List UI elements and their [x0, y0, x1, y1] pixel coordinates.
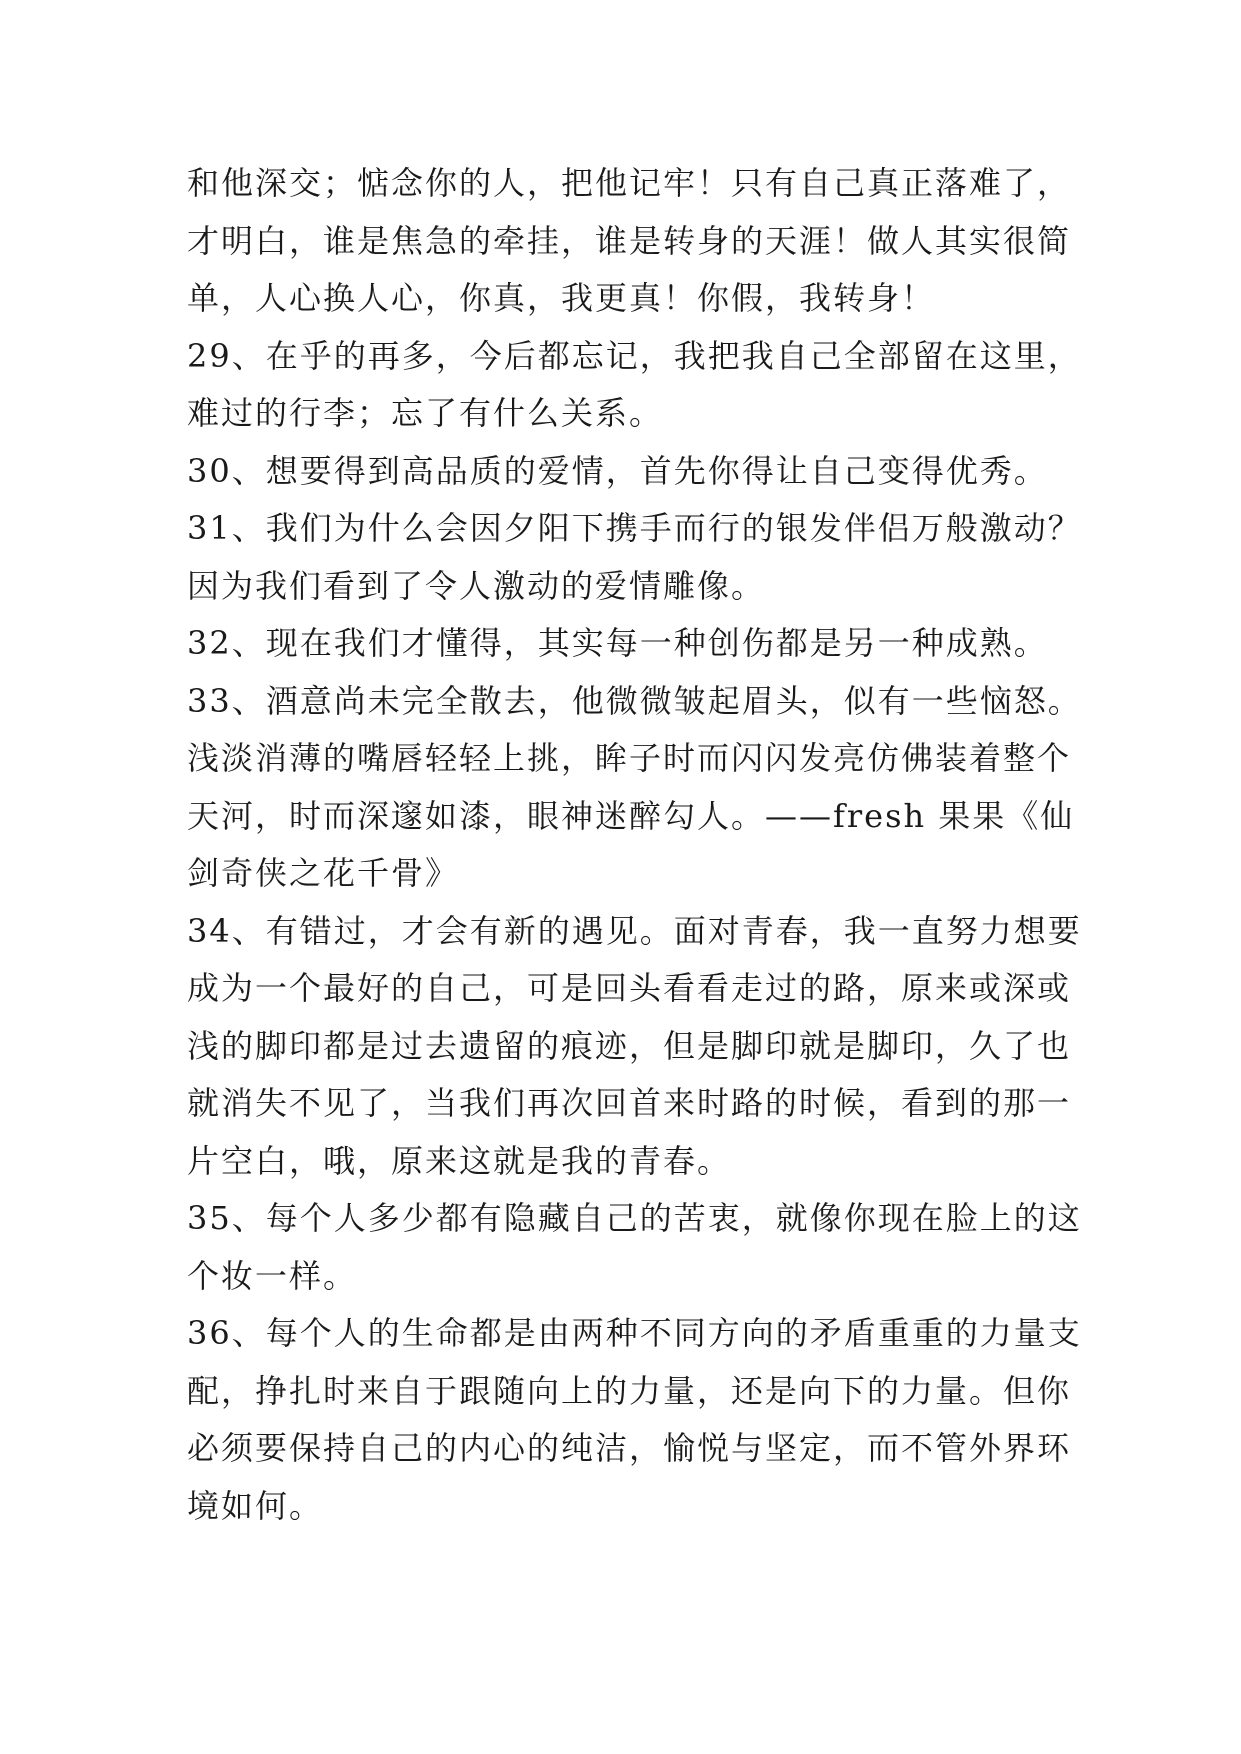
text-line: 必须要保持自己的内心的纯洁，愉悦与坚定，而不管外界环	[187, 1429, 1072, 1467]
text-line: 34、有错过，才会有新的遇见。面对青春，我一直努力想要	[187, 911, 1082, 950]
text-line: 因为我们看到了令人激动的爱情雕像。	[187, 566, 766, 605]
text-line: 36、每个人的生命都是由两种不同方向的矛盾重重的力量支	[187, 1314, 1082, 1352]
text-line: 和他深交；惦念你的人，把他记牢！只有自己真正落难了，	[187, 164, 1072, 202]
text-line: 境如何。	[187, 1486, 324, 1525]
text-line: 个妆一样。	[187, 1256, 358, 1295]
text-line: 35、每个人多少都有隐藏自己的苦衷，就像你现在脸上的这	[187, 1199, 1082, 1237]
text-line: 浅淡消薄的嘴唇轻轻上挑，眸子时而闪闪发亮仿佛装着整个	[187, 739, 1072, 777]
text-line: 才明白，谁是焦急的牵挂，谁是转身的天涯！做人其实很简	[187, 221, 1072, 260]
document-body	[187, 155, 1082, 1535]
text-line: 单，人心换人心，你真，我更真！你假，我转身！	[187, 279, 936, 317]
text-line: 难过的行李；忘了有什么关系。	[187, 394, 664, 432]
text-line: 片空白，哦，原来这就是我的青春。	[187, 1141, 732, 1180]
text-line: 33、酒意尚未完全散去，他微微皱起眉头，似有一些恼怒。	[187, 681, 1082, 720]
text-line: 就消失不见了，当我们再次回首来时路的时候，看到的那一	[187, 1084, 1072, 1122]
text-line: 浅的脚印都是过去遗留的痕迹，但是脚印就是脚印，久了也	[187, 1026, 1072, 1065]
text-line: 29、在乎的再多，今后都忘记，我把我自己全部留在这里，	[187, 336, 1082, 375]
text-line: 31、我们为什么会因夕阳下携手而行的银发伴侣万般激动？	[187, 509, 1082, 547]
text-line: 32、现在我们才懂得，其实每一种创伤都是另一种成熟。	[187, 624, 1048, 662]
text-line: 30、想要得到高品质的爱情，首先你得让自己变得优秀。	[187, 451, 1048, 490]
text-line: 成为一个最好的自己，可是回头看看走过的路，原来或深或	[187, 969, 1072, 1007]
text-line: 天河，时而深邃如漆，眼神迷醉勾人。——fresh 果果《仙	[187, 796, 1075, 835]
text-line: 剑奇侠之花千骨》	[187, 854, 460, 892]
text-line: 配，挣扎时来自于跟随向上的力量，还是向下的力量。但你	[187, 1371, 1072, 1410]
